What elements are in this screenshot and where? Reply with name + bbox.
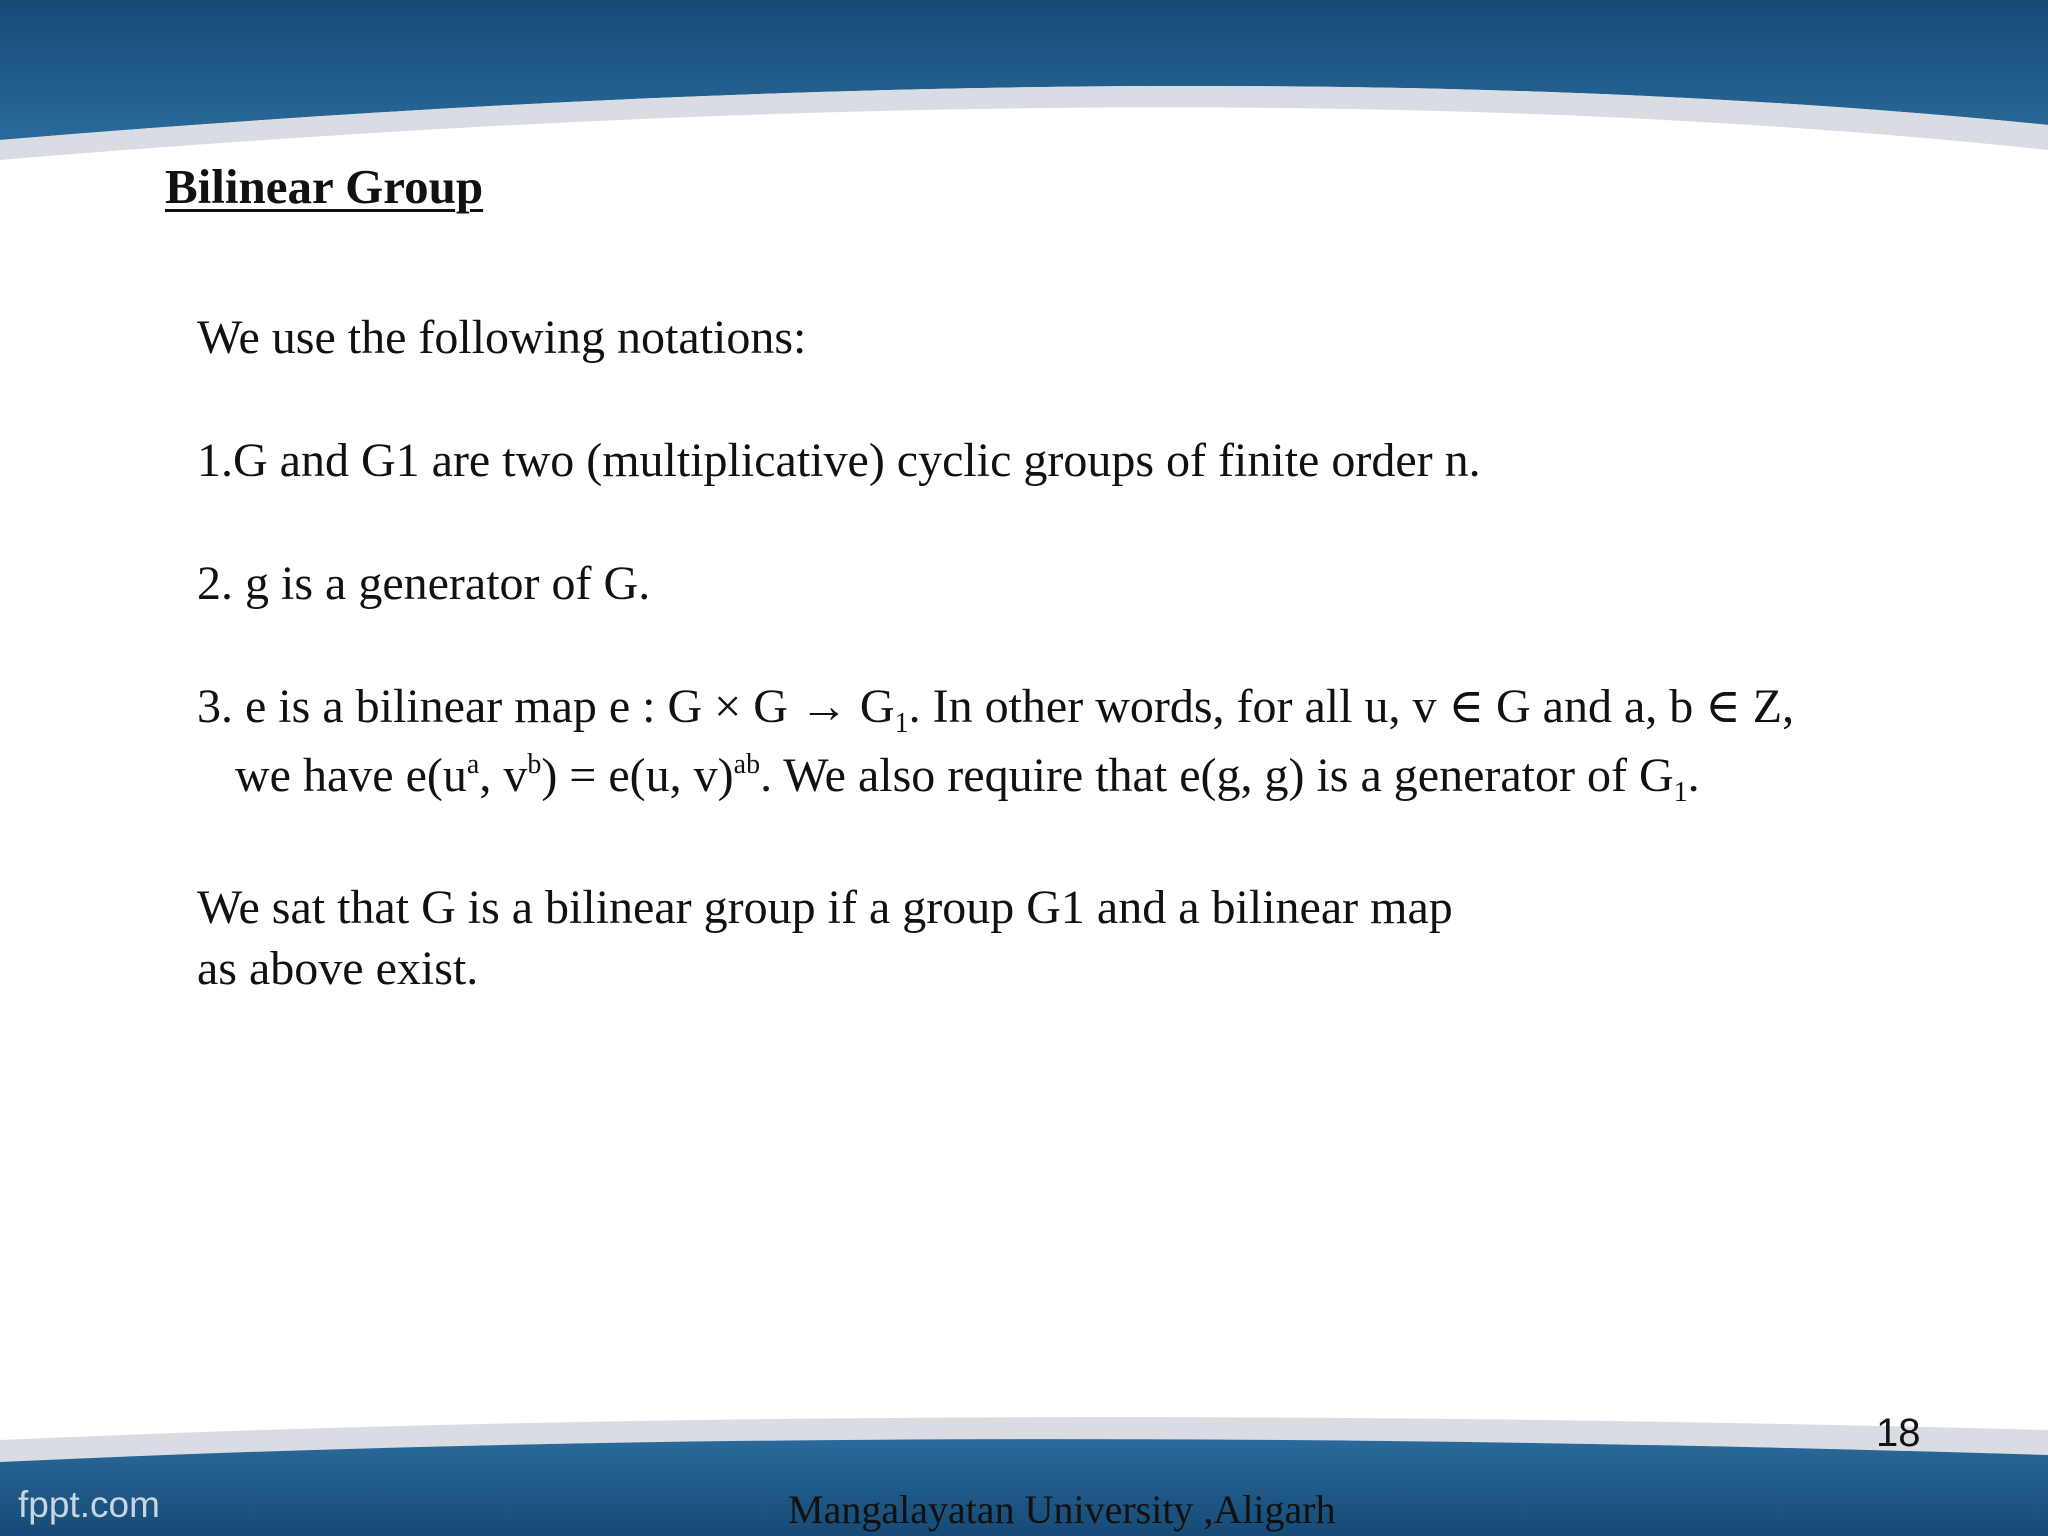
notation-item-3-line-1 [197,680,1795,739]
item3-line2-sup-b: b [527,749,542,780]
conclusion-line-2: as above exist. [197,942,479,995]
slide-title: Bilinear Group [165,159,484,214]
footer-brand-watermark: fppt.com [18,1484,160,1525]
item3-line1-part-b: . In other words, for all u, v ∈ G and a, b ∈ Z, [908,680,1795,733]
intro-text: We use the following notations: [197,311,807,364]
item3-line2-sup-ab: ab [733,749,761,780]
item3-line2-part-d: . We also require that e(g, g) is a generator of G [760,749,1674,802]
item3-line2-part-b: , v [479,749,528,802]
item3-line2-subscript: 1 [1673,777,1688,808]
notation-item-3-line-2 [235,749,1700,808]
item3-line2-part-a: we have e(u [235,749,467,802]
item3-line2-sup-a: a [466,749,480,780]
item3-line1-part-a: 3. e is a bilinear map e : G × G → G [197,680,895,733]
notation-item-1: 1.G and G1 are two (multiplicative) cyclic groups of finite order n. [197,434,1481,487]
notation-item-2: 2. g is a generator of G. [197,557,651,610]
item3-line2-part-c: ) = e(u, v) [541,749,734,802]
page-number: 18 [1876,1411,1921,1455]
conclusion-line-1: We sat that G is a bilinear group if a group G1 and a bilinear map [197,881,1453,934]
item3-line1-subscript: 1 [894,708,909,739]
item3-line2-part-e: . [1687,749,1700,802]
footer-institution: Mangalayatan University ,Aligarh [788,1487,1336,1532]
